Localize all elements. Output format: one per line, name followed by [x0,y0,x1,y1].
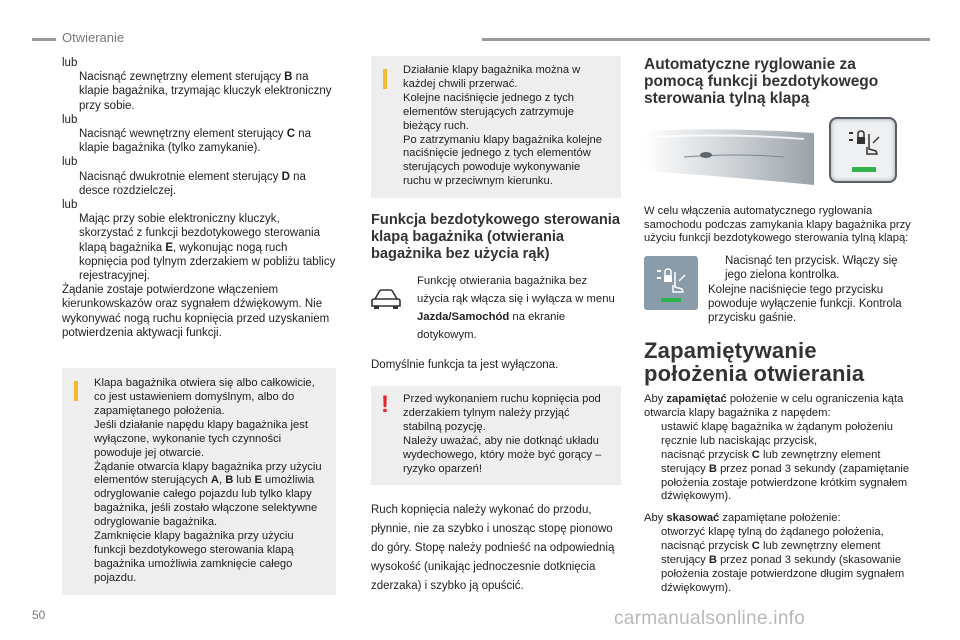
default-text: Domyślnie funkcja ta jest wyłączona. [371,359,559,372]
column-middle [371,56,621,596]
instruction-item: Mając przy sobie elektroniczny kluczyk, skorzystać z funkcji bezdotykowego sterowania klapą bagażnika E, wykonując nogą ruch kopnięcia pod tylnym zderzakiem w pobliżu tablicy rejestracyjnej. [62,212,337,283]
lub-text: lub [62,156,78,169]
memorize-intro: Aby zapamiętać położenie w celu ograniczenia kąta otwarcia klapy bagażnika z napędem: [644,393,904,420]
page-number: 50 [32,608,46,622]
tailgate-illustration [644,117,912,191]
instruction-item: Nacisnąć ten przycisk. Włączy się jego zielona kontrolka. [708,254,912,282]
page-header [0,0,960,44]
auto-lock-button[interactable] [829,117,897,183]
header-rule-right [482,38,930,41]
function-description: Funkcję otwierania bagażnika bez użycia rąk włącza się i wyłącza w menu Jazda/Samochód na ekranie dotykowym. [417,275,615,342]
instruction-item: ustawić klapę bagażnika w żądanym położeniu ręcznie lub naciskając przycisk, [644,421,912,449]
instruction-item: Nacisnąć dwukrotnie element sterujący D na desce rozdzielczej. [62,170,337,198]
column-left [62,56,337,595]
auto-lock-intro: W celu włączenia automatycznego ryglowania samochodu podczas zamykania klapy bagażnika przy użyciu funkcji bezdotykowego sterowania tylną klapą: [644,205,911,245]
bullet-icon [708,254,725,282]
button-instruction [644,254,912,325]
green-indicator [661,298,681,302]
instruction-item: nacisnąć przycisk C lub zewnętrzny element sterujący B przez ponad 3 sekundy (skasowanie położenia zostaje potwierdzone długim sygnałem dźwiękowym). [644,540,912,596]
info-note: Działanie klapy bagażnika można w każdej chwili przerwać. Kolejne naciśnięcie jednego z tych elementów sterujących zatrzymuje bieżący ruch. Po zatrzymaniu klapy bagażnika kolejne naciśnięcie jednego z tych elementów sterujących powoduje wykonywanie ruchu w przeciwnym kierunku. [371,56,621,198]
auto-lock-icon-box [644,256,698,310]
info-mark-icon [383,69,387,89]
bullet-icon [644,540,661,596]
function-block [371,272,621,344]
confirmation-paragraph: Żądanie zostaje potwierdzone włączeniem kierunkowskazów oraz sygnałem dźwiękowym. Nie wykonywać nogą ruchu kopnięcia przed uzyskaniem potwierdzenia aktywacji funkcji. [62,284,330,339]
section-title: Otwieranie [62,30,125,45]
section-heading: Funkcja bezdotykowego sterowania klapą bagażnika (otwierania bagażnika bez użycia rąk) [371,212,620,263]
lub-text: lub [62,57,78,69]
watermark: carmanualsonline.info [614,608,806,629]
column-right [644,56,912,596]
bullet-icon [62,127,79,155]
foot-lock-icon [843,129,883,159]
lub-text: lub [62,199,78,212]
section-heading: Automatyczne ryglowanie za pomocą funkcji bezdotykowego sterowania tylną klapą [644,56,879,107]
foot-lock-icon [653,267,689,295]
bullet-icon [62,170,79,198]
bullet-icon [644,526,661,540]
kick-instructions: Ruch kopnięcia należy wykonać do przodu, płynnie, nie za szybko i unosząc stopę pionowo do góry. Stopę należy podnieść na odpowiednią wysokość (unikając jednoczesnie dotknięcia zderzaka) i szybko ją opuścić. [371,503,615,592]
section-heading: Zapamiętywanie położenia otwierania [644,338,865,387]
info-mark-icon [74,381,78,401]
instruction-item: nacisnąć przycisk C lub zewnętrzny element sterujący B przez ponad 3 sekundy (zapamiętanie położenia zostaje potwierdzone krótkim sygnałem dźwiękowym). [644,449,912,505]
bullet-icon [62,70,79,113]
bullet-icon [644,421,661,449]
info-note: Klapa bagażnika otwiera się albo całkowicie, co jest ustawieniem domyślnym, albo do zapamiętanego położenia. Jeśli działanie napędu klapy bagażnika jest wyłączone, wykonanie tych czynności powoduje jej otwarcie. Żądanie otwarcia klapy bagażnika przy użyciu elementów sterujących A, B lub E umożliwia odryglowanie całego pojazdu lub tylko klapy bagażnika, jeśli zostało włączone selektywne odryglowanie bagażnika. Zamknięcie klapy bagażnika przy użyciu funkcji bezdotykowego sterowania klapą bagażnika umożliwia zamknięcie całego pojazdu. [62,368,336,595]
warning-note: ! Przed wykonaniem ruchu kopnięcia pod zderzakiem tylnym należy przyjąć stabilną pozycję. Należy uważać, aby nie dotknąć układu wydechowego, który może być gorący – ryzyko oparzeń! [371,386,621,484]
delete-intro: Aby skasować zapamiętane położenie: [644,512,841,525]
bullet-icon [62,212,79,283]
instruction-item: Nacisnąć wewnętrzny element sterujący C na klapie bagażnika (tylko zamykanie). [62,127,337,155]
instruction-item: Nacisnąć zewnętrzny element sterujący B na klapie bagażnika, trzymając kluczyk elektroniczny przy sobie. [62,70,337,113]
bullet-icon [644,449,661,505]
toggle-note: Kolejne naciśnięcie tego przycisku powoduje wyłączenie funkcji. Kontrola przycisku gaśnie. [708,283,902,324]
green-indicator [852,167,876,172]
header-rule-left [32,38,56,41]
warning-icon: ! [381,391,389,419]
lub-text: lub [62,113,78,126]
car-menu-icon [371,272,417,344]
instruction-item: otworzyć klapę tylną do żądanego położenia, [644,526,912,540]
tailgate-icon [644,127,814,187]
